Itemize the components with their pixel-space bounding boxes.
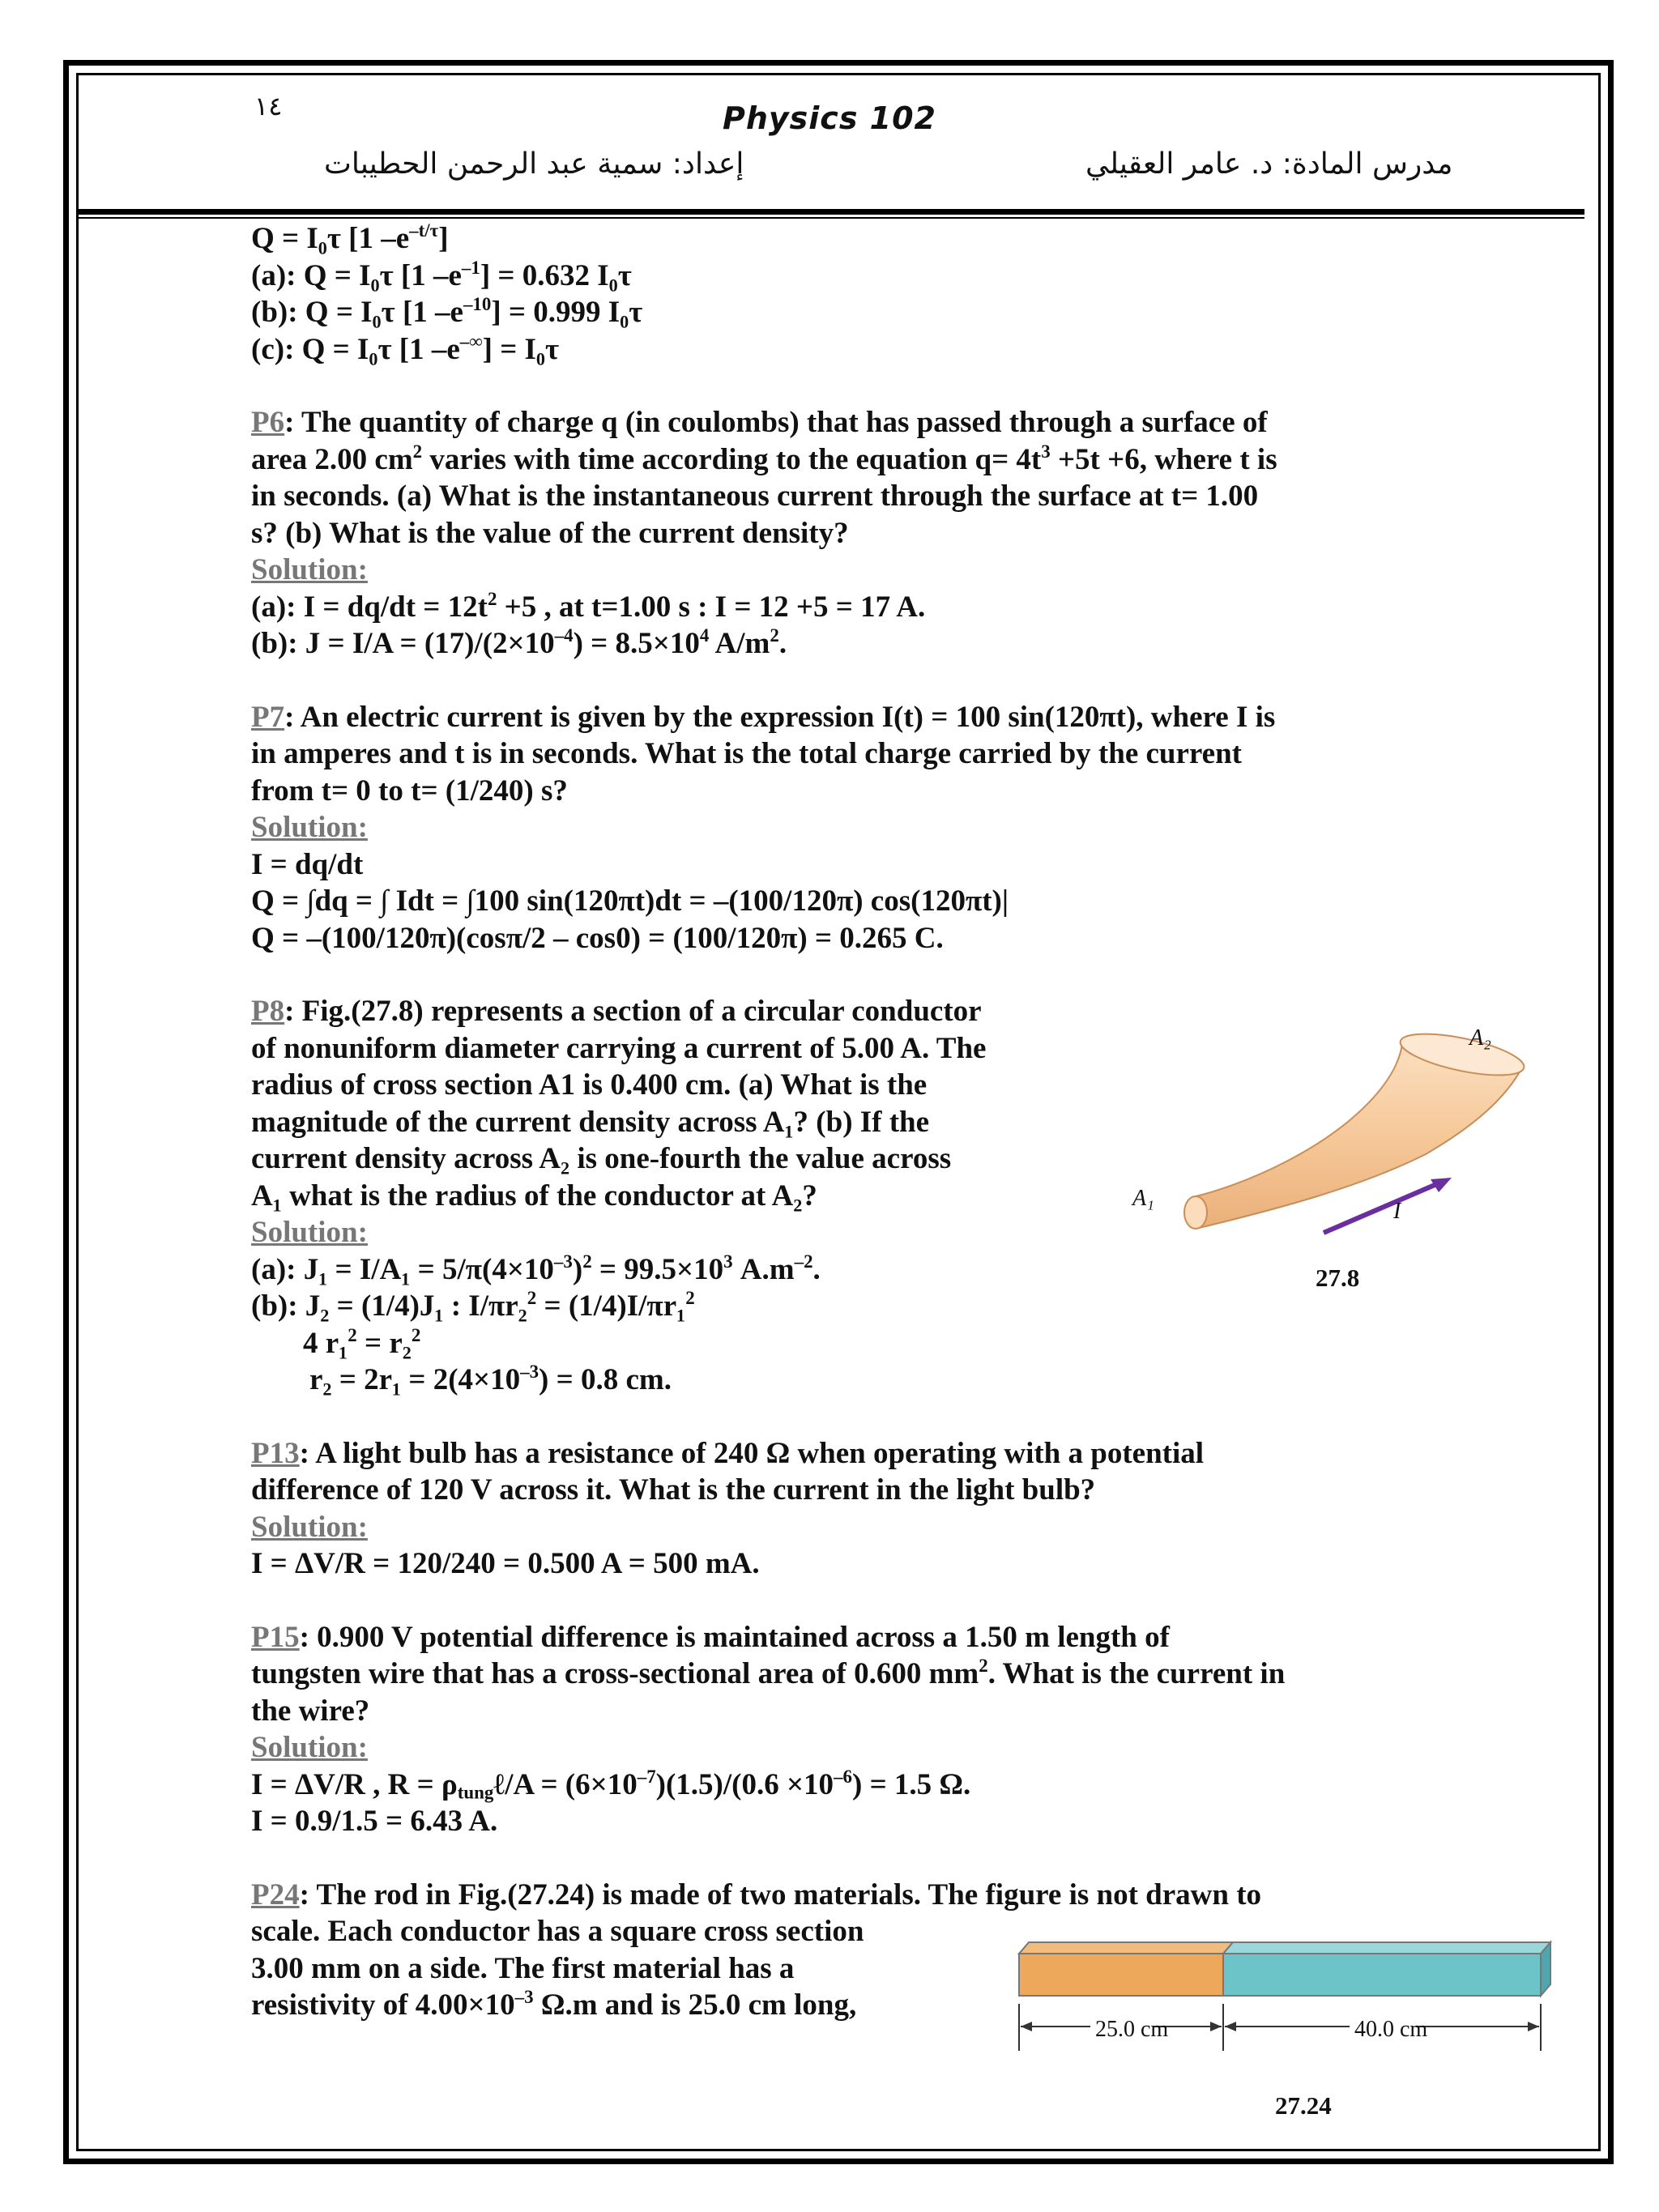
- problem-text-line: resistivity of $4.00\times 10^{-3}$ Ω.m and is 25.0 cm long,: [251, 1986, 857, 2022]
- problem-label: P8: [251, 995, 285, 1028]
- solution-line: (b): $J = I/A = (17)/(2\times 10^{-4}) = 8.5\times 10^4$ $A/m^2$.: [251, 624, 787, 660]
- rod-length-2: 40.0 cm: [1354, 2017, 1428, 2042]
- problem-text-line: scale. Each conductor has a square cross section: [251, 1915, 864, 1948]
- arrowhead: [1021, 2022, 1032, 2031]
- solution-line: Q = –(100/120π)(cosπ/2 – cos0) = (100/120π) = 0.265 C.: [251, 921, 944, 955]
- fig-label-a2: A₂: [1469, 1025, 1491, 1051]
- problem-text-line: from t= 0 to t= (1/240) s?: [251, 774, 568, 808]
- problem-label: P7: [251, 700, 285, 734]
- solution-line: (a): $I = dq/dt = 12t^2 +5$ , at t=1.00 s : I = 12 +5 = 17 A.: [251, 588, 926, 624]
- figure-caption-27-8: 27.8: [1316, 1264, 1360, 1292]
- rod-length-1: 25.0 cm: [1095, 2017, 1169, 2042]
- problem-text-line: magnitude of the current density across A₁? (b) If the: [251, 1105, 930, 1139]
- solution-line: (a): $J_1 = I/A_1 = 5/\pi(4\times 10^{-3})^2 = 99.5\times 10^3$ $A.m^{-2}$.: [251, 1251, 821, 1286]
- solution-line: I = ΔV/R = 120/240 = 0.500 A = 500 mA.: [251, 1547, 760, 1580]
- solution-label: Solution:: [251, 1510, 368, 1544]
- solution-label: Solution:: [251, 553, 368, 586]
- problem-label: P15: [251, 1620, 300, 1654]
- problem-text-line: in amperes and t is in seconds. What is the total charge carried by the current: [251, 737, 1243, 770]
- solution-line: 4 r₁$^2$ = r₂$^2$: [303, 1324, 421, 1360]
- figure-caption-27-24: 27.24: [1275, 2091, 1332, 2120]
- instructor-name: مدرس المادة: د. عامر العقيلي: [1085, 147, 1453, 181]
- rod-material-2: [1223, 1954, 1541, 1996]
- rod-top-orange: [1019, 1942, 1233, 1954]
- problem-label: P6: [251, 406, 285, 439]
- rod-material-1: [1019, 1954, 1223, 1996]
- problem-p24-text: P24: The rod in Fig.(27.24) is made of two materials. The figure is not drawn to: [251, 1877, 1262, 1912]
- problem-text-line: of nonuniform diameter carrying a current of 5.00 A. The: [251, 1031, 987, 1065]
- rod-top-teal: [1223, 1942, 1550, 1954]
- solution-line: $r_2 = 2r_1 = 2(4\times 10^{-3}) = 0.8$ cm.: [309, 1361, 672, 1396]
- charge-line: (c): Q = I₀τ [1 –e–∞] = I₀τ: [251, 330, 560, 366]
- charge-line: (b): Q = I₀τ [1 $-e^{-10}] = 0.999$ I₀τ: [251, 293, 643, 329]
- solution-line: I = ΔV/R , $R = \rho_{tung}\ell/A = (6\times 10^{-7})(1.5)/(0.6 \times 10^{-6}) = 1.5$ Ω.: [251, 1766, 971, 1803]
- problem-p8-text: P8: Fig.(27.8) represents a section of a circular conductor: [251, 995, 982, 1028]
- problem-text-line: A₁ what is the radius of the conductor at A₂?: [251, 1178, 817, 1213]
- solution-line: I = 0.9/1.5 = 6.43 A.: [251, 1805, 498, 1838]
- solution-line: I = dq/dt: [251, 847, 364, 881]
- problem-p13-text: P13: A light bulb has a resistance of 240 Ω when operating with a potential: [251, 1436, 1205, 1470]
- arrowhead: [1225, 2022, 1236, 2031]
- figure-27-24: [1013, 1937, 1563, 2091]
- problem-text-line: area 2.00 $cm^2$ varies with time according to the equation $q= 4t^3 +5t +6$, where t is: [251, 441, 1277, 476]
- solution-line: (b): J₂ = (1/4)J₁ : I/πr₂$^2$ = (1/4)I/πr₁$^2$: [251, 1287, 695, 1323]
- problem-p6-text: P6: The quantity of charge q (in coulombs) that has passed through a surface of: [251, 406, 1268, 439]
- problem-p15-text: P15: 0.900 V potential difference is maintained across a 1.50 m length of: [251, 1620, 1170, 1654]
- problem-text-line: the wire?: [251, 1694, 370, 1728]
- header-divider: [78, 209, 1584, 215]
- current-arrow: [1324, 1183, 1440, 1233]
- solution-label: Solution:: [251, 811, 368, 844]
- problem-text-line: in seconds. (a) What is the instantaneous current through the surface at t= 1.00: [251, 479, 1259, 513]
- fig-label-a1: A₁: [1132, 1186, 1154, 1211]
- problem-text-line: current density across A₂ is one-fourth the value across: [251, 1142, 952, 1175]
- problem-label: P13: [251, 1436, 300, 1470]
- solution-label: Solution:: [251, 1731, 368, 1764]
- problem-label: P24: [251, 1877, 300, 1912]
- cross-section-a1: [1184, 1196, 1207, 1229]
- solution-line: Q = ∫dq = ∫ Idt = ∫100 sin(120πt)dt = –(100/120π) cos(120πt)|: [251, 884, 1009, 918]
- course-title: Physics 102: [722, 100, 936, 136]
- arrowhead: [1210, 2022, 1222, 2031]
- problem-text-line: 3.00 mm on a side. The first material has a: [251, 1951, 795, 1985]
- charge-line: (a): Q = I₀τ [1 $-e^{-1}] = 0.632$ I₀τ: [251, 257, 632, 292]
- problem-text-line: difference of 120 V across it. What is the current in the light bulb?: [251, 1473, 1096, 1507]
- problem-p7-text: P7: An electric current is given by the expression I(t) = 100 sin(120πt), where I is: [251, 700, 1276, 734]
- problem-text-line: s? (b) What is the value of the current density?: [251, 516, 849, 550]
- page-number: ١٤: [254, 91, 283, 121]
- prepared-by: إعداد: سمية عبد الرحمن الحطيبات: [324, 147, 744, 181]
- solution-label: Solution:: [251, 1216, 368, 1249]
- fig-label-current: I: [1393, 1199, 1401, 1224]
- charge-line: Q = I₀τ [1 $-e^{-t/\tau}$]: [251, 219, 449, 255]
- header-divider-thin: [78, 217, 1584, 219]
- problem-text-line: tungsten wire that has a cross-sectional area of 0.600 $mm^2$. What is the current in: [251, 1655, 1286, 1690]
- arrowhead: [1528, 2022, 1539, 2031]
- figure-27-8: [1118, 1021, 1539, 1255]
- problem-text-line: radius of cross section A1 is 0.400 cm. (a) What is the: [251, 1068, 928, 1102]
